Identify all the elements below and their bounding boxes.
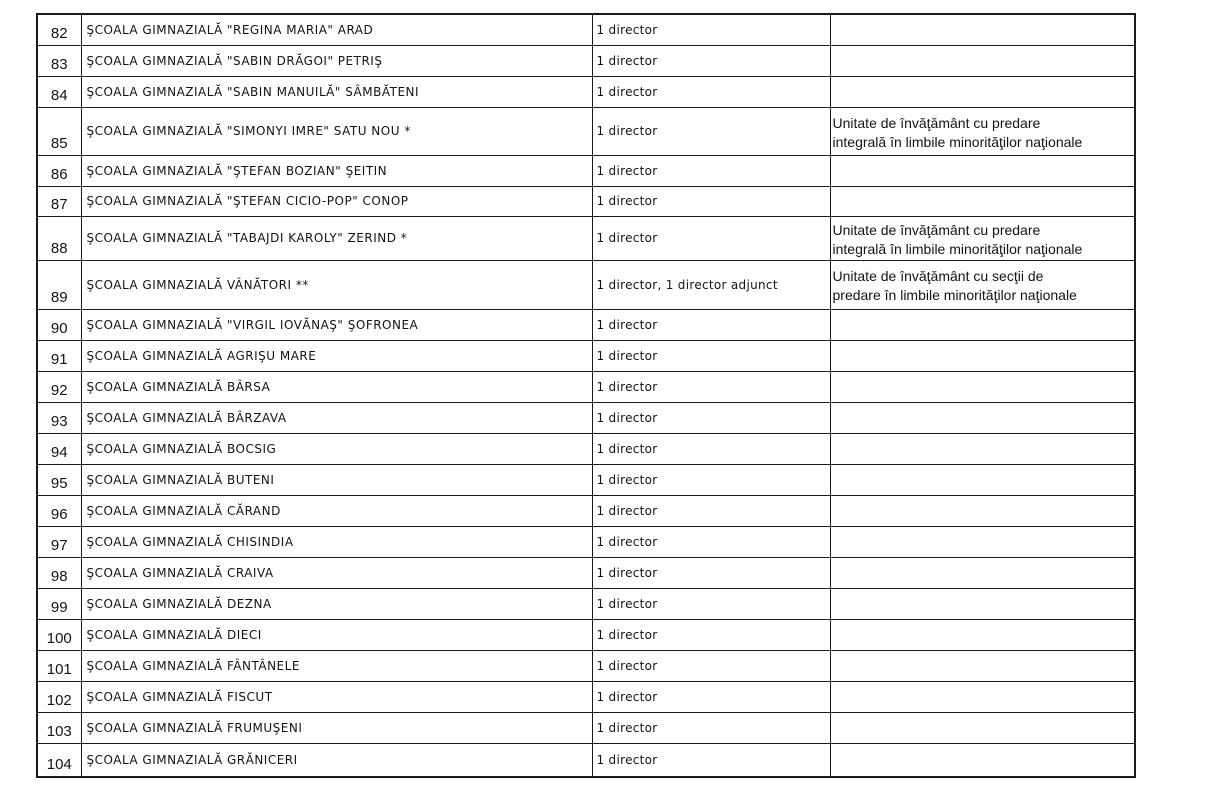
- note-cell: [830, 309, 1135, 340]
- note-cell: [830, 45, 1135, 76]
- table-row: [37, 712, 1135, 743]
- school-name: ŞCOALA GIMNAZIALĂ FRUMUŞENI: [81, 712, 592, 743]
- note-cell: [830, 340, 1135, 371]
- leadership-positions: 1 director, 1 director adjunct: [592, 260, 830, 309]
- leadership-positions: 1 director: [592, 402, 830, 433]
- note-line: predare în limbile minorităţilor naţionale: [832, 287, 1077, 303]
- table-row: [37, 76, 1135, 107]
- note-line: integrală în limbile minorităţilor naţionale: [832, 240, 1083, 257]
- school-name: ŞCOALA GIMNAZIALĂ AGRIŞU MARE: [81, 340, 592, 371]
- row-number: 84: [37, 76, 81, 107]
- school-name: ŞCOALA GIMNAZIALĂ "ŞTEFAN CICIO-POP" CONOP: [81, 186, 592, 216]
- leadership-positions: 1 director: [592, 464, 830, 495]
- leadership-positions: 1 director: [592, 619, 830, 650]
- table-row: [37, 309, 1135, 340]
- leadership-positions: 1 director: [592, 495, 830, 526]
- table-row: [37, 557, 1135, 588]
- note-cell: [830, 526, 1135, 557]
- note-line: Unitate de învăţământ cu predare: [832, 114, 1041, 131]
- leadership-positions: 1 director: [592, 371, 830, 402]
- leadership-positions: 1 director: [592, 712, 830, 743]
- school-name: ŞCOALA GIMNAZIALĂ DEZNA: [81, 588, 592, 619]
- leadership-positions: 1 director: [592, 14, 830, 45]
- table-row: [37, 107, 1135, 155]
- note-cell: [830, 107, 1135, 155]
- school-name: ŞCOALA GIMNAZIALĂ VÂNĂTORI **: [81, 260, 592, 309]
- row-number: 104: [37, 743, 81, 777]
- note-cell: [830, 650, 1135, 681]
- table-row: [37, 216, 1135, 260]
- note-cell: [830, 619, 1135, 650]
- row-number: 101: [37, 650, 81, 681]
- row-number: 103: [37, 712, 81, 743]
- school-name: ŞCOALA GIMNAZIALĂ "REGINA MARIA" ARAD: [81, 14, 592, 45]
- note-cell: [830, 260, 1135, 309]
- row-number: 89: [37, 260, 81, 309]
- schools-table: [36, 13, 1136, 778]
- school-name: ŞCOALA GIMNAZIALĂ DIECI: [81, 619, 592, 650]
- table-row: [37, 681, 1135, 712]
- table-row: [37, 186, 1135, 216]
- row-number: 87: [37, 186, 81, 216]
- table-row: [37, 495, 1135, 526]
- table-row: [37, 588, 1135, 619]
- note-cell: [830, 402, 1135, 433]
- leadership-positions: 1 director: [592, 526, 830, 557]
- table-row: [37, 526, 1135, 557]
- table-row: [37, 340, 1135, 371]
- row-number: 90: [37, 309, 81, 340]
- school-name: ŞCOALA GIMNAZIALĂ "SABIN DRĂGOI" PETRIŞ: [81, 45, 592, 76]
- leadership-positions: 1 director: [592, 433, 830, 464]
- leadership-positions: 1 director: [592, 743, 830, 777]
- leadership-positions: 1 director: [592, 76, 830, 107]
- note-cell: [830, 588, 1135, 619]
- note-line: Unitate de învăţământ cu predare: [832, 221, 1041, 238]
- leadership-positions: 1 director: [592, 309, 830, 340]
- row-number: 88: [37, 216, 81, 260]
- table-row: [37, 260, 1135, 309]
- leadership-positions: 1 director: [592, 155, 830, 186]
- leadership-positions: 1 director: [592, 650, 830, 681]
- table-row: [37, 402, 1135, 433]
- row-number: 86: [37, 155, 81, 186]
- school-name: ŞCOALA GIMNAZIALĂ CĂRAND: [81, 495, 592, 526]
- note-cell: [830, 433, 1135, 464]
- row-number: 94: [37, 433, 81, 464]
- table-row: [37, 619, 1135, 650]
- row-number: 82: [37, 14, 81, 45]
- row-number: 99: [37, 588, 81, 619]
- row-number: 93: [37, 402, 81, 433]
- leadership-positions: 1 director: [592, 681, 830, 712]
- note-cell: [830, 557, 1135, 588]
- school-name: ŞCOALA GIMNAZIALĂ CRAIVA: [81, 557, 592, 588]
- school-name: ŞCOALA GIMNAZIALĂ "TABAJDI KAROLY" ZERIND *: [81, 216, 592, 260]
- table-row: [37, 14, 1135, 45]
- note-cell: [830, 14, 1135, 45]
- table-row: [37, 650, 1135, 681]
- school-name: ŞCOALA GIMNAZIALĂ "VIRGIL IOVĂNAŞ" ŞOFRONEA: [81, 309, 592, 340]
- table-row: [37, 743, 1135, 777]
- school-name: ŞCOALA GIMNAZIALĂ FISCUT: [81, 681, 592, 712]
- note-cell: [830, 743, 1135, 777]
- note-cell: [830, 681, 1135, 712]
- row-number: 102: [37, 681, 81, 712]
- table-row: [37, 371, 1135, 402]
- note-cell: [830, 155, 1135, 186]
- row-number: 95: [37, 464, 81, 495]
- leadership-positions: 1 director: [592, 107, 830, 155]
- note-cell: [830, 464, 1135, 495]
- row-number: 98: [37, 557, 81, 588]
- row-number: 92: [37, 371, 81, 402]
- table-row: [37, 433, 1135, 464]
- school-name: ŞCOALA GIMNAZIALĂ "ŞTEFAN BOZIAN" ŞEITIN: [81, 155, 592, 186]
- school-name: ŞCOALA GIMNAZIALĂ BUTENI: [81, 464, 592, 495]
- leadership-positions: 1 director: [592, 340, 830, 371]
- school-name: ŞCOALA GIMNAZIALĂ BÂRZAVA: [81, 402, 592, 433]
- row-number: 96: [37, 495, 81, 526]
- note-cell: [830, 371, 1135, 402]
- table-row: [37, 155, 1135, 186]
- school-name: ŞCOALA GIMNAZIALĂ "SABIN MANUILĂ" SÂMBĂTENI: [81, 76, 592, 107]
- leadership-positions: 1 director: [592, 216, 830, 260]
- leadership-positions: 1 director: [592, 45, 830, 76]
- school-name: ŞCOALA GIMNAZIALĂ BÂRSA: [81, 371, 592, 402]
- note-cell: [830, 495, 1135, 526]
- leadership-positions: 1 director: [592, 588, 830, 619]
- note-line: integrală în limbile minorităţilor naţionale: [832, 133, 1083, 150]
- row-number: 97: [37, 526, 81, 557]
- note-line: Unitate de învăţământ cu secţii de: [832, 268, 1044, 284]
- leadership-positions: 1 director: [592, 186, 830, 216]
- leadership-positions: 1 director: [592, 557, 830, 588]
- row-number: 85: [37, 107, 81, 155]
- note-cell: [830, 216, 1135, 260]
- note-cell: [830, 76, 1135, 107]
- school-name: ŞCOALA GIMNAZIALĂ GRĂNICERI: [81, 743, 592, 777]
- table-row: [37, 464, 1135, 495]
- row-number: 91: [37, 340, 81, 371]
- school-name: ŞCOALA GIMNAZIALĂ "SIMONYI IMRE" SATU NOU *: [81, 107, 592, 155]
- note-cell: [830, 186, 1135, 216]
- school-name: ŞCOALA GIMNAZIALĂ FÂNTÂNELE: [81, 650, 592, 681]
- note-cell: [830, 712, 1135, 743]
- row-number: 83: [37, 45, 81, 76]
- row-number: 100: [37, 619, 81, 650]
- table-row: [37, 45, 1135, 76]
- school-name: ŞCOALA GIMNAZIALĂ CHISINDIA: [81, 526, 592, 557]
- school-name: ŞCOALA GIMNAZIALĂ BOCSIG: [81, 433, 592, 464]
